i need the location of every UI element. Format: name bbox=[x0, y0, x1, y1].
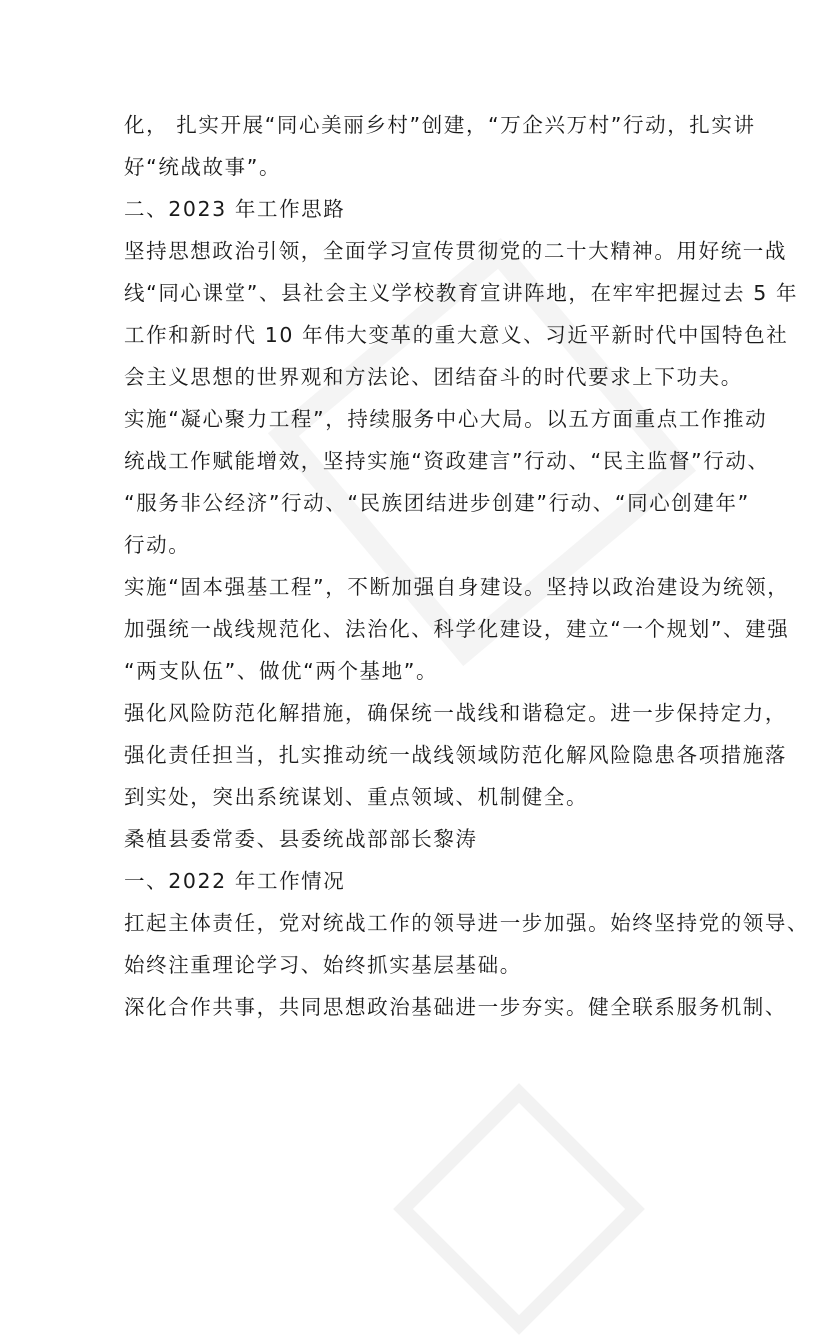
speaker-title: 桑植县委常委、县委统战部部长黎涛 bbox=[124, 827, 478, 851]
section-heading: 一、2022 年工作情况 bbox=[124, 869, 346, 893]
paragraph-line: 实施“凝心聚力工程”，持续服务中心大局。以五方面重点工作推动 bbox=[124, 407, 768, 431]
paragraph-line: 深化合作共事，共同思想政治基础进一步夯实。健全联系服务机制、 bbox=[124, 995, 787, 1019]
paragraph-line: “两支队伍”、做优“两个基地”。 bbox=[124, 659, 439, 683]
document-body bbox=[124, 104, 810, 1028]
paragraph-line: 到实处，突出系统谋划、重点领域、机制健全。 bbox=[124, 785, 589, 809]
paragraph-line: 强化风险防范化解措施，确保统一战线和谐稳定。进一步保持定力， bbox=[124, 701, 787, 725]
paragraph-line: 加强统一战线规范化、法治化、科学化建设，建立“一个规划”、建强 bbox=[124, 617, 790, 641]
paragraph-line: 工作和新时代 10 年伟大变革的重大意义、习近平新时代中国特色社 bbox=[124, 323, 789, 347]
paragraph-line: 统战工作赋能增效，坚持实施“资政建言”行动、“民主监督”行动、 bbox=[124, 449, 770, 473]
paragraph-line: 坚持思想政治引领，全面学习宣传贯彻党的二十大精神。用好统一战 bbox=[124, 239, 787, 263]
section-heading: 二、2023 年工作思路 bbox=[124, 197, 346, 221]
watermark-logo-bottom bbox=[393, 1083, 645, 1335]
paragraph-line: 会主义思想的世界观和方法论、团结奋斗的时代要求上下功夫。 bbox=[124, 365, 743, 389]
paragraph-line: 好“统战故事”。 bbox=[124, 155, 282, 179]
paragraph-line: 强化责任担当，扎实推动统一战线领域防范化解风险隐患各项措施落 bbox=[124, 743, 787, 767]
paragraph-line: 扛起主体责任，党对统战工作的领导进一步加强。始终坚持党的领导、 bbox=[124, 911, 810, 935]
paragraph-line: 实施“固本强基工程”，不断加强自身建设。坚持以政治建设为统领， bbox=[124, 575, 790, 599]
paragraph-line: 化， 扎实开展“同心美丽乡村”创建，“万企兴万村”行动，扎实讲 bbox=[124, 113, 756, 137]
paragraph-line: 行动。 bbox=[124, 533, 191, 557]
paragraph-line: 始终注重理论学习、始终抓实基层基础。 bbox=[124, 953, 522, 977]
paragraph-line: 线“同心课堂”、县社会主义学校教育宣讲阵地，在牢牢把握过去 5 年 bbox=[124, 281, 799, 305]
paragraph-line: “服务非公经济”行动、“民族团结进步创建”行动、“同心创建年” bbox=[124, 491, 750, 515]
